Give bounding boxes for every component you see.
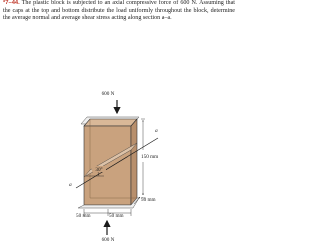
depth-label: 50 mm <box>141 197 156 203</box>
angle-label: 30° <box>95 167 103 173</box>
block-front-face <box>84 126 131 205</box>
block-top-face <box>84 119 137 126</box>
height-label: 150 mm <box>141 154 159 160</box>
force-top-label: 600 N <box>101 91 115 97</box>
width-label-left: 50 mm <box>76 213 91 219</box>
problem-number: *7–44. <box>3 0 20 6</box>
block-side-face <box>131 119 137 205</box>
section-label-left: a <box>69 182 72 188</box>
problem-text: The plastic block is subjected to an axial compressive force of 600 N. Assuming that the caps at the top and bottom distribute the load uniformly throughout the block, determine the average normal and average shear stress acting along section a–a. <box>3 0 235 22</box>
force-bottom-label: 600 N <box>101 237 115 242</box>
section-label-right: a <box>155 128 158 134</box>
width-label-right: 50 mm <box>109 213 124 219</box>
